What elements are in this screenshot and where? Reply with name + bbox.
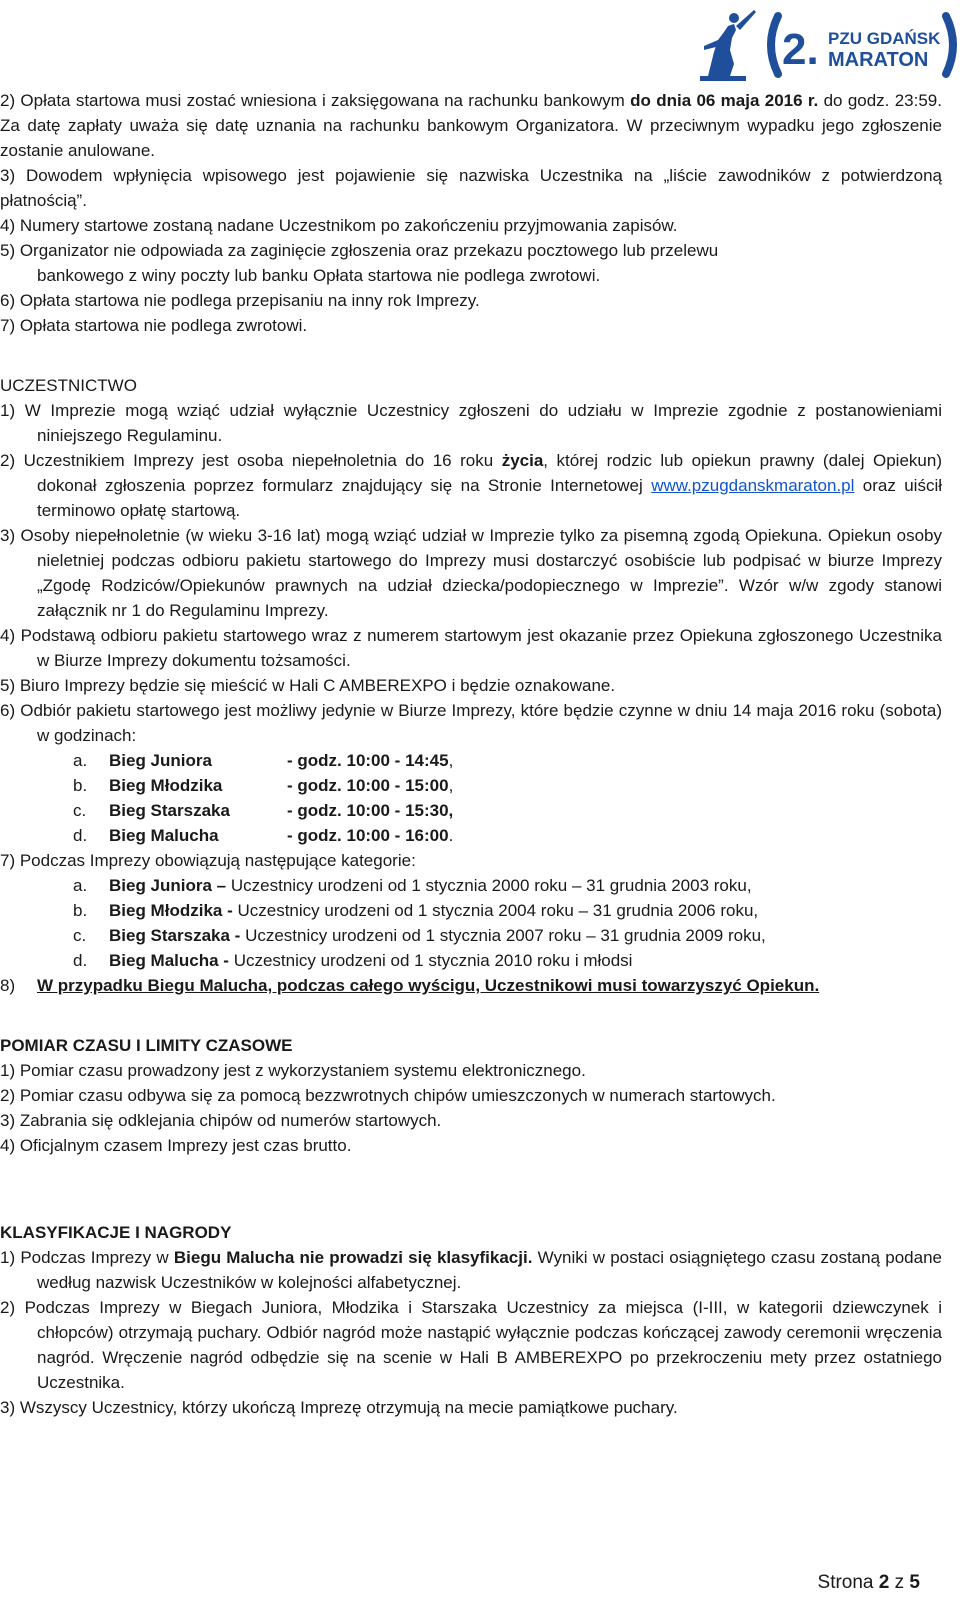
participation-item-6: 6) Odbiór pakietu startowego jest możliwy jedynie w Biurze Imprezy, które będzie czynne w dniu 14 maja 2016 roku (sobota) w godzinach: [0, 701, 942, 745]
timing-item-3: 3) Zabrania się odklejania chipów od numerów startowych. [0, 1111, 442, 1130]
fee-item-3: 3) Dowodem wpłynięcia wpisowego jest pojawienie się nazwiska Uczestnika na „liście zawodników z potwierdzoną płatnością”. [0, 166, 942, 210]
schedule-row: c. Bieg Starszaka - godz. 10:00 - 15:30, [73, 801, 454, 820]
timing-item-1: 1) Pomiar czasu prowadzony jest z wykorzystaniem systemu elektronicznego. [0, 1061, 586, 1080]
awards-item-3: 3) Wszyscy Uczestnicy, którzy ukończą Imprezę otrzymują na mecie pamiątkowe puchary. [0, 1398, 678, 1417]
schedule-row: a. Bieg Juniora - godz. 10:00 - 14:45 , [73, 751, 454, 770]
fee-item-7: 7) Opłata startowa nie podlega zwrotowi. [0, 316, 308, 335]
category-row: a. Bieg Juniora – Uczestnicy urodzeni od 1 stycznia 2000 roku – 31 grudnia 2003 roku, [73, 876, 752, 895]
participation-item-7: 7) Podczas Imprezy obowiązują następujące kategorie: [0, 851, 416, 870]
category-row: b. Bieg Młodzika - Uczestnicy urodzeni od 1 stycznia 2004 roku – 31 grudnia 2006 roku, [73, 901, 759, 920]
timing-item-4: 4) Oficjalnym czasem Imprezy jest czas brutto. [0, 1136, 352, 1155]
schedule-row: d. Bieg Malucha - godz. 10:00 - 16:00 . [73, 826, 454, 845]
logo-number: 2. [782, 25, 819, 74]
section-title-timing: POMIAR CZASU I LIMITY CZASOWE [0, 1036, 293, 1055]
participation-item-4: 4) Podstawą odbioru pakietu startowego wraz z numerem startowym jest okazanie przez Opiekuna zgłoszonego Uczestnika w Biurze Imprezy dokumentu tożsamości. [0, 626, 942, 670]
participation-item-5: 5) Biuro Imprezy będzie się mieścić w Hali C AMBEREXPO i będzie oznakowane. [0, 676, 616, 695]
section-title-awards: KLASYFIKACJE I NAGRODY [0, 1223, 232, 1242]
fee-item-2: 2) Opłata startowa musi zostać wniesiona i zaksięgowana na rachunku bankowym do dnia 06 maja 2016 r. do godz. 23:59. Za datę zapłaty uważa się datę uznania na rachunku bankowym Organizatora. W przeciwnym wypadku jego zgłoszenie zostanie anulowane. [0, 91, 942, 160]
awards-item-2: 2) Podczas Imprezy w Biegach Juniora, Młodzika i Starszaka Uczestnicy za miejsca (I-III, w kategorii dziewczynek i chłopców) otrzymają puchary. Odbiór nagród może nastąpić wyłącznie podczas kończącej zawody ceremonii wręczenia nagród. Wręczenie nagród odbędzie się na scenie w Hali B AMBEREXPO po przekroczeniu mety przez ostatniego Uczestnika. [0, 1298, 942, 1392]
participation-item-2: 2) Uczestnikiem Imprezy jest osoba niepełnoletnia do 16 roku życia, której rodzic lub opiekun prawny (dalej Opiekun) dokonał zgłoszenia poprzez formularz znajdujący się na Stronie Internetowej www.pzugdanskmaraton.pl oraz uiścił terminowo opłatę startową. [0, 451, 942, 520]
fee-item-6: 6) Opłata startowa nie podlega przepisaniu na inny rok Imprezy. [0, 291, 480, 310]
statue-icon [700, 10, 756, 81]
logo-line1: PZU GDAŃSK [828, 29, 941, 48]
participation-item-3: 3) Osoby niepełnoletnie (w wieku 3-16 lat) mogą wziąć udział w Imprezie tylko za pisemną zgodą Opiekuna. Opiekun osoby nieletniej podczas odbioru pakietu startowego do Imprezy musi dostarczyć osobiście lub podpisać w biurze Imprezy „Zgodę Rodziców/Opiekunów prawnych na udział dziecka/podopiecznego w Imprezie”. Wzór w/w zgody stanowi załącznik nr 1 do Regulaminu Imprezy. [0, 526, 942, 620]
pickup-schedule-list [0, 748, 942, 848]
section-title-participation: UCZESTNICTWO [0, 376, 137, 395]
awards-item-1: 1) Podczas Imprezy w Biegu Malucha nie prowadzi się klasyfikacji. Wyniki w postaci osiągniętego czasu zostaną podane według nazwisk Uczestników w kolejności alfabetycznej. [0, 1248, 942, 1292]
logo-line2: MARATON [828, 49, 929, 71]
website-link[interactable]: www.pzugdanskmaraton.pl [651, 476, 855, 495]
category-row: c. Bieg Starszaka - Uczestnicy urodzeni od 1 stycznia 2007 roku – 31 grudnia 2009 roku, [73, 926, 766, 945]
category-row: d. Bieg Malucha - Uczestnicy urodzeni od 1 stycznia 2010 roku i młodsi [73, 951, 633, 970]
schedule-row: b. Bieg Młodzika - godz. 10:00 - 15:00 , [73, 776, 454, 795]
document-body [0, 88, 942, 1420]
fee-item-4: 4) Numery startowe zostaną nadane Uczestnikom po zakończeniu przyjmowania zapisów. [0, 216, 678, 235]
page-number: Strona 2 z 5 [817, 1572, 920, 1593]
participation-item-8: 8) W przypadku Biegu Malucha, podczas całego wyścigu, Uczestnikowi musi towarzyszyć Opiekun. [0, 976, 820, 995]
timing-item-2: 2) Pomiar czasu odbywa się za pomocą bezzwrotnych chipów umieszczonych w numerach startowych. [0, 1086, 776, 1105]
pzu-gdansk-maraton-logo [700, 6, 960, 84]
categories-list [0, 873, 942, 973]
fee-item-5: 5) Organizator nie odpowiada za zaginięcie zgłoszenia oraz przekazu pocztowego lub przelewu bankowego z winy poczty lub banku Opłata startowa nie podlega zwrotowi. [0, 241, 719, 285]
participation-item-1: 1) W Imprezie mogą wziąć udział wyłącznie Uczestnicy zgłoszeni do udziału w Imprezie zgodnie z postanowieniami niniejszego Regulaminu. [0, 401, 942, 445]
